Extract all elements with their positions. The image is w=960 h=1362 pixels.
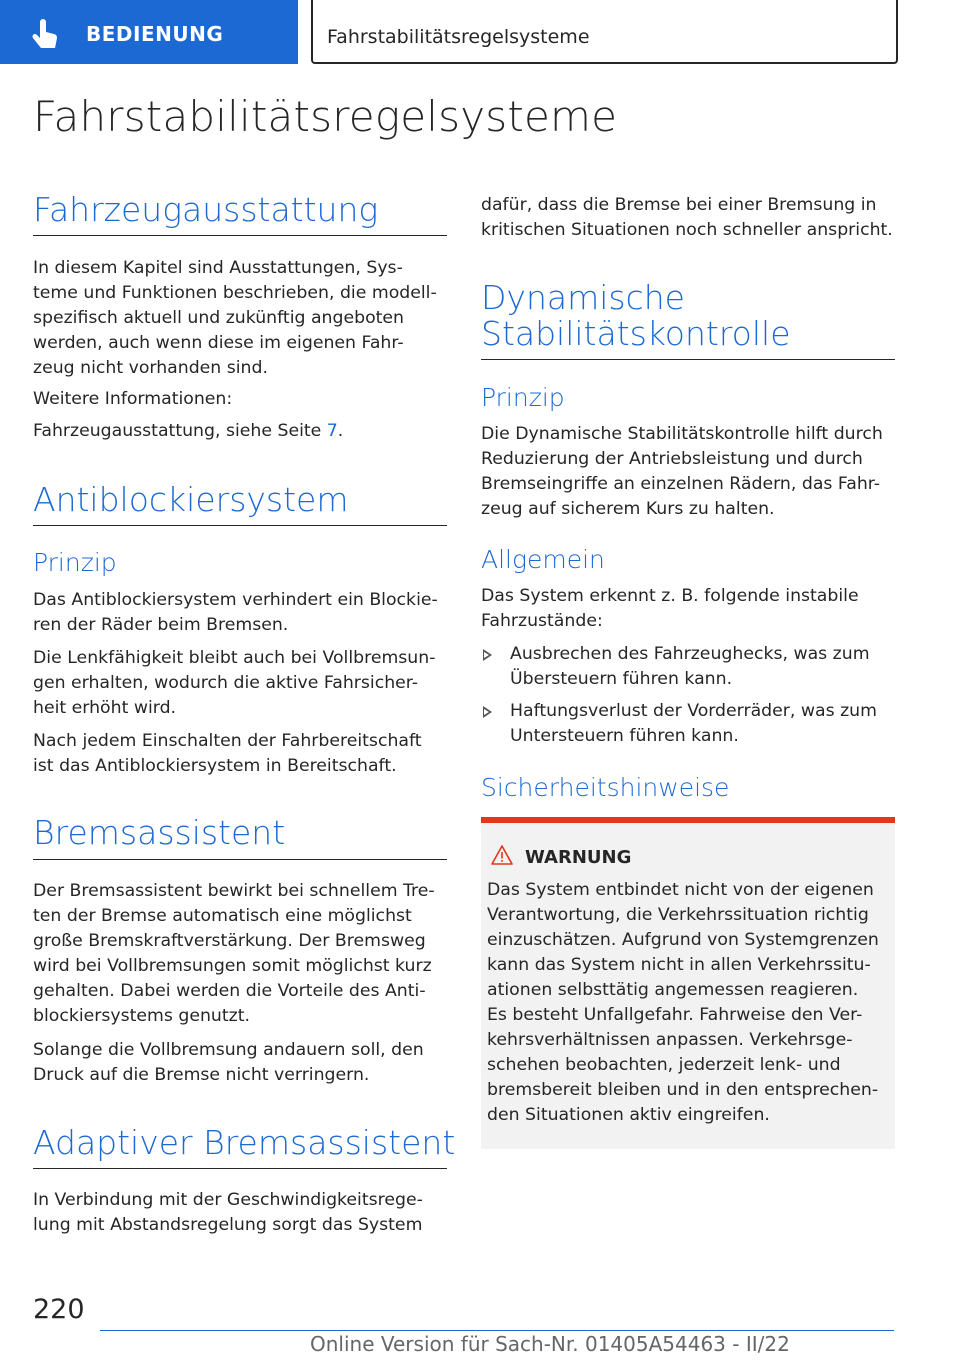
- subheading-sicherheitshinweise: Sicherheitshinweise: [481, 773, 730, 802]
- section-tab[interactable]: [0, 0, 298, 64]
- page-title: Fahrstabilitätsregelsysteme: [33, 92, 618, 141]
- paragraph: dafür, dass die Bremse bei einer Bremsung in kritischen Situationen noch schneller anspricht.: [481, 195, 893, 240]
- chapter-tab[interactable]: [311, 0, 898, 64]
- page-number: 220: [33, 1294, 85, 1325]
- hand-pointer-icon: [28, 18, 62, 52]
- heading-adaptiver-bremsassistent: Adaptiver Bremsassistent: [33, 1123, 456, 1162]
- footer-divider: [100, 1330, 894, 1331]
- divider: [33, 1168, 447, 1169]
- divider: [33, 525, 447, 526]
- paragraph: Das Antiblockiersystem verhindert ein Blockie- ren der Räder beim Bremsen.: [33, 590, 438, 635]
- paragraph-fahrzeugausstattung: In diesem Kapitel sind Ausstattungen, Sys- teme und Funktionen beschrieben, die modell- spezifisch aktuell und zukünftig angeboten werden, auch wenn diese im eigenen Fahr- zeug nicht vorhanden sind.: [33, 258, 437, 378]
- page-reference-link[interactable]: 7: [326, 421, 338, 441]
- paragraph: Die Dynamische Stabilitätskontrolle hilft durch Reduzierung der Antriebsleistung und durch Bremseingriffe an einzelnen Rädern, das Fahr- zeug auf sicherem Kurs zu halten.: [481, 424, 883, 519]
- reference-line: Fahrzeugausstattung, siehe Seite 7.: [33, 421, 344, 441]
- more-info-label: Weitere Informationen:: [33, 389, 233, 409]
- section-label: BEDIENUNG: [86, 22, 224, 46]
- heading-dynamische-stabilitaetskontrolle: Dynamische Stabilitätskontrolle: [481, 278, 791, 353]
- divider: [481, 359, 895, 360]
- paragraph: In Verbindung mit der Geschwindigkeitsrege- lung mit Abstandsregelung sorgt das System: [33, 1190, 423, 1235]
- heading-antiblockiersystem: Antiblockiersystem: [33, 480, 349, 519]
- divider: [33, 859, 447, 860]
- list-item: Haftungsverlust der Vorderräder, was zum Untersteuern führen kann.: [510, 701, 877, 746]
- subheading-prinzip: Prinzip: [481, 383, 565, 412]
- warning-title: WARNUNG: [525, 847, 632, 868]
- paragraph: Der Bremsassistent bewirkt bei schnellem Tre- ten der Bremse automatisch eine möglichst große Bremskraftverstärkung. Der Bremsweg wird bei Vollbremsungen somit möglichst kurz gehalten. Dabei werden die Vorteile des Anti- blockiersystems genutzt.: [33, 881, 435, 1026]
- online-version-note: Online Version für Sach-Nr. 01405A54463 - II/22: [310, 1332, 790, 1356]
- chapter-label: Fahrstabilitätsregelsysteme: [327, 26, 590, 48]
- subheading-allgemein: Allgemein: [481, 545, 605, 574]
- heading-fahrzeugausstattung: Fahrzeugausstattung: [33, 190, 379, 229]
- paragraph: Solange die Vollbremsung andauern soll, den Druck auf die Bremse nicht verringern.: [33, 1040, 424, 1085]
- paragraph: Nach jedem Einschalten der Fahrbereitschaft ist das Antiblockiersystem in Bereitschaft.: [33, 731, 422, 776]
- warning-box: [481, 817, 895, 1149]
- warning-bar: [481, 817, 895, 823]
- bullet-arrow-icon: [483, 649, 492, 661]
- heading-bremsassistent: Bremsassistent: [33, 813, 286, 852]
- warning-text: Das System entbindet nicht von der eigenen Verantwortung, die Verkehrssituation richtig einzuschätzen. Aufgrund von Systemgrenzen kann das System nicht in allen Verkehrssitu- ationen selbsttätig angemessen reagieren. Es besteht Unfallgefahr. Fahrweise den Ver- kehrsverhältnissen anpassen. Verkehrsge- schehen beobachten, jederzeit lenk- und bremsbereit bleiben und in den entsprechen- den Situationen aktiv eingreifen.: [487, 880, 879, 1125]
- subheading-prinzip: Prinzip: [33, 548, 117, 577]
- paragraph: Die Lenkfähigkeit bleibt auch bei Vollbremsun- gen erhalten, wodurch die aktive Fahrsicher- heit erhöht wird.: [33, 648, 436, 718]
- paragraph: Das System erkennt z. B. folgende instabile Fahrzustände:: [481, 586, 859, 631]
- divider: [33, 235, 447, 236]
- list-item: Ausbrechen des Fahrzeughecks, was zum Übersteuern führen kann.: [510, 644, 870, 689]
- warning-triangle-icon: [491, 845, 513, 865]
- bullet-arrow-icon: [483, 706, 492, 718]
